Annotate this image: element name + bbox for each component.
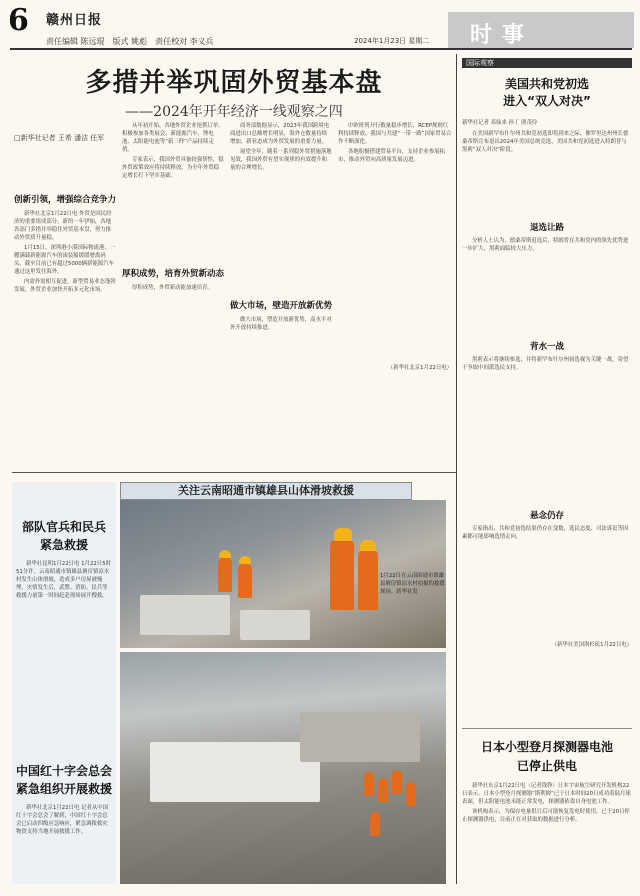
right-headline-line2: 进入“双人对决”	[503, 94, 591, 108]
staff-proofreader: 责任校对 李义兵	[155, 37, 214, 46]
paragraph: 分析人士认为，德桑蒂斯退选后，特朗普在共和党内的领先优势进一步扩大，黑莉面临较大压力。	[462, 238, 629, 252]
main-story-column-1	[14, 146, 116, 466]
paragraph: 新华社昆明1月22日电 1月22日5时51分许，云南昭通市镇雄县塘房镇凉水村发生山体滑坡，造成多户房屋被掩埋。灾情发生后，武警、消防、民兵等救援力量第一时间赶赴现场展开搜救。	[16, 561, 112, 599]
paragraph: 做大市场，塑造开放新优势，高水平对外开放持续推进。	[230, 317, 332, 331]
rescuer	[238, 564, 252, 598]
right-byline: 新华社记者 邓仙来 孙丁 熊茂伶	[462, 120, 538, 126]
helmet	[239, 556, 251, 564]
right-divider	[462, 728, 632, 729]
column-divider	[456, 54, 457, 884]
rescuer	[392, 770, 402, 794]
section-title: 时事	[470, 23, 535, 48]
paragraph: 各地积极搭建贸易平台，支持企业参展拓市，推动外贸向高质量发展迈进。	[338, 149, 446, 163]
main-story-column-3	[230, 122, 332, 466]
right-end-note: （新华社美国洛杉矶1月22日电）	[551, 642, 632, 648]
main-story-column-4	[338, 122, 452, 466]
rescue-photo-2	[120, 652, 446, 884]
page-number: 6	[8, 3, 29, 38]
right-story-body	[462, 130, 632, 730]
staff-editor: 责任编辑 陈远琨	[46, 37, 105, 46]
paragraph: 在美国新罕布什尔州共和党初选即将到来之际，佛罗里达州州长德桑蒂斯宣布退出2024年美国总统竞选，美国共和党初选进入特朗普与黑莉“双人对决”阶段。	[462, 131, 629, 153]
rescuer	[330, 540, 354, 610]
helmet	[360, 540, 376, 551]
paragraph: 厚积成势，外贸新动能加速培育。	[132, 285, 213, 291]
collapsed-roof	[150, 742, 320, 802]
intl-tag-label: 国际观察	[466, 59, 494, 67]
rubble	[240, 610, 310, 640]
rescuer	[378, 778, 388, 802]
paragraph: 展望全年，随着一系列稳外贸措施落地见效，我国外贸有望实现质的有效提升和量的合理增长。	[230, 149, 332, 171]
paragraph: 该机构表示，为保存电量供日后可能恢复发电时使用，已于20日停止探测器供电，目前正在对获取的数据进行分析。	[462, 809, 630, 823]
main-subhead-1: 创新引领，增强综合竞争力	[14, 195, 116, 205]
right-subhead-2: 背水一战	[529, 342, 564, 352]
story1-headline-line1: 部队官兵和民兵	[21, 520, 106, 534]
photo-feature-title: 关注云南昭通市镇雄县山体滑坡救援	[120, 482, 412, 500]
story2-headline-line2: 紧急组织开展救援	[15, 782, 112, 796]
story2-headline	[12, 762, 116, 798]
left-stories-panel	[12, 482, 116, 884]
paragraph: 1月15日，深圳港小漠国际物流港，一艘满载新能源汽车的滚装船缓缓驶离码头。截至目前已有超过5000辆新能源汽车通过这里发往海外。	[14, 245, 116, 275]
rescuer	[358, 550, 378, 610]
main-story-column-2	[122, 122, 224, 466]
paragraph: 内需外需相互促进，新型贸易业态蓬勃发展，外贸企业加快开拓多元化市场。	[14, 279, 116, 293]
helmet	[334, 528, 352, 541]
damaged-house	[300, 712, 420, 762]
paragraph: 新华社北京1月22日电 外贸是国民经济的重要组成部分，新的一年伊始，各地各部门多措并举稳住外贸基本盘，努力推动外贸质升量稳。	[14, 211, 112, 241]
right-headline2-line2: 已停止供电	[516, 759, 577, 773]
right-headline2-line1: 日本小型登月探测器电池	[480, 740, 613, 754]
rescuer	[218, 558, 232, 592]
paragraph: 专家表示，我国外贸具备较强韧性，稳外贸政策效应将持续释放，为全年外贸稳定增长打下坚实基础。	[122, 157, 224, 179]
rescuer	[364, 772, 374, 796]
rubble	[140, 595, 230, 635]
right-headline-2	[462, 738, 632, 776]
staff-layout: 版式 姚彪	[112, 37, 148, 46]
paragraph: 中欧班列开行数量稳步增长，RCEP规则红利持续释放，我国与共建“一带一路”国家贸易合作不断深化。	[338, 123, 452, 145]
main-subhead-3: 做大市场，壁造开放新优势	[230, 301, 332, 311]
paragraph: 黑莉表示将继续参选，并将新罕布什尔州初选视为关键一战，寄望于争取中间派选民支持。	[462, 357, 629, 371]
header-divider	[10, 48, 632, 50]
paragraph: 从年初开始，各地外贸企业抢抓订单，积极参加各类展会，新能源汽车、锂电池、太阳能电池等“新三样”产品持续走俏。	[122, 123, 224, 153]
main-byline: □新华社记者 王希 潘洁 任军	[14, 134, 105, 142]
rescuer	[406, 782, 416, 806]
main-subheadline: ——2024年开年经济一线观察之四	[125, 104, 343, 120]
main-subhead-2: 厚积成势，培育外贸新动态	[122, 269, 224, 279]
main-headline: 多措并举巩固外贸基本盘	[85, 68, 383, 98]
right-headline-line1: 美国共和党初选	[504, 77, 589, 91]
paragraph: 新华社东京1月22日电（记者钱铮）日本宇宙航空研究开发机构22日表示，日本小型登月探测器“斯利姆”已于日本时间20日成功着陆月球表面，但太阳能电池未能正常发电，探测器依靠自身电池工作。	[462, 783, 631, 805]
right-story2-body	[462, 782, 632, 884]
rescuer	[370, 812, 380, 836]
paragraph: 专家指出，共和党初选结果仍存在变数，选民态度、司法诉讼等因素都可能影响选情走向。	[462, 526, 629, 540]
photo-caption: 1月22日在云南昭通市镇雄县塘房镇凉水村拍摄的救援现场。新华社发	[380, 573, 445, 595]
staff-credits	[46, 36, 214, 47]
issue-date: 2024年1月23日 星期二	[354, 37, 430, 45]
story1-body	[16, 560, 112, 736]
story1-headline	[12, 518, 116, 554]
helmet	[219, 550, 231, 558]
paragraph: 新华社北京1月22日电 记者从中国红十字会总会了解到，中国红十字会总会已启动四级应急响应，紧急调拨救灾物资支持当地开展救援工作。	[16, 805, 109, 835]
main-story-end-note: （新华社北京1月22日电）	[387, 365, 452, 371]
right-subhead-1: 退选让路	[529, 223, 564, 233]
story2-headline-line1: 中国红十字会总会	[15, 764, 112, 778]
right-subhead-3: 悬念仍存	[529, 511, 564, 521]
masthead-logo: 赣州日报	[46, 13, 103, 28]
story1-headline-line2: 紧急救援	[39, 538, 88, 552]
paragraph: 商务部数据显示，2023年我国跨境电商进出口总额增长明显，海外仓数量持续增加，新业态成为外贸发展的重要力量。	[230, 123, 330, 145]
section-divider	[12, 472, 456, 473]
story2-body	[16, 804, 112, 894]
right-headline	[462, 76, 632, 110]
